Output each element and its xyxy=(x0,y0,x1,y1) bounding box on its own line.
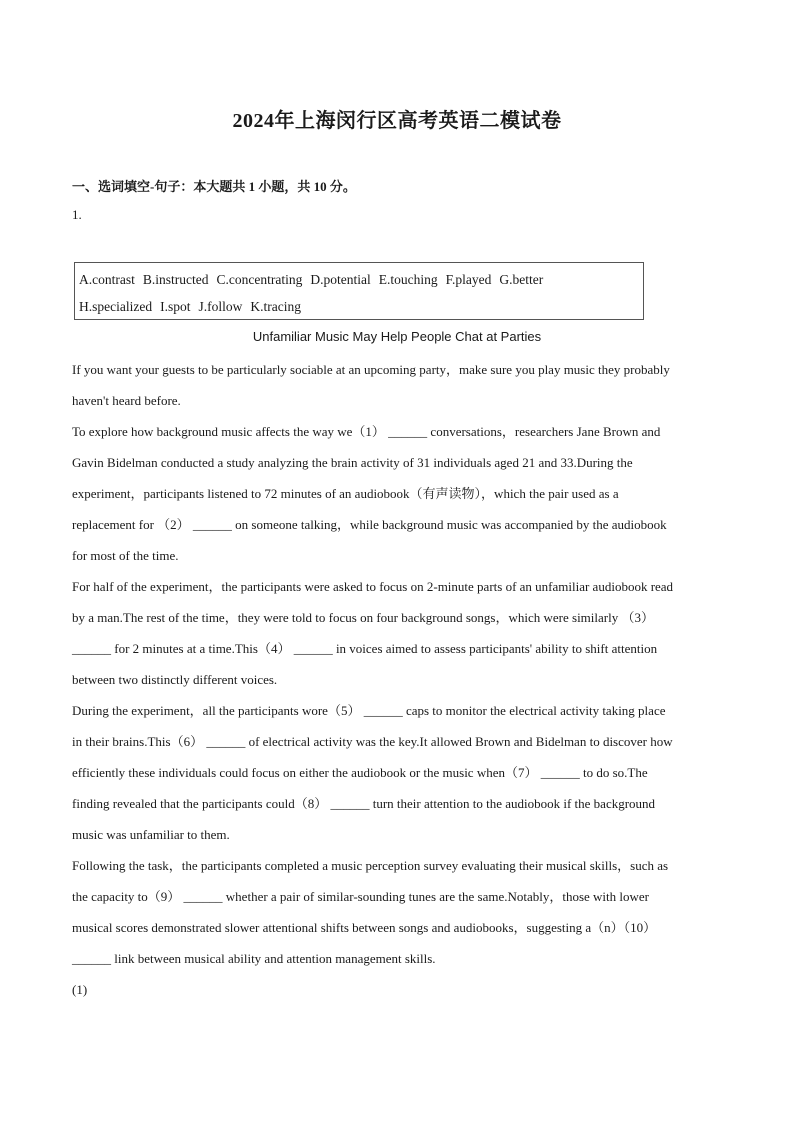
passage-line: music was unfamiliar to them. xyxy=(72,827,230,842)
passage-line: During the experiment，all the participants wore（5） ______ caps to monitor the electrical activity taking place xyxy=(72,703,666,718)
passage-line: by a man.The rest of the time，they were told to focus on four background songs，which were similarly （3） xyxy=(72,610,654,625)
page-title: 2024年上海闵行区高考英语二模试卷 xyxy=(232,110,562,132)
section-heading: 一、选词填空-句子：本大题共 1 小题，共 10 分。 xyxy=(72,179,356,194)
passage-line: ______ link between musical ability and attention management skills. xyxy=(72,951,436,966)
passage-line: ______ for 2 minutes at a time.This（4） ______ in voices aimed to assess participants' ability to shift attention xyxy=(72,641,658,656)
passage-body xyxy=(72,354,724,974)
word-option: I.spot xyxy=(160,299,191,314)
word-option: K.tracing xyxy=(250,299,301,314)
word-option: C.concentrating xyxy=(216,272,303,287)
passage-line: the capacity to（9） ______ whether a pair of similar-sounding tunes are the same.Notably，those with lower xyxy=(72,889,650,904)
passage-line: musical scores demonstrated slower attentional shifts between songs and audiobooks，suggesting a（n）（10） xyxy=(72,920,657,935)
word-bank-row-2 xyxy=(79,293,639,320)
passage-line: To explore how background music affects the way we（1） ______ conversations，researchers Jane Brown and xyxy=(72,424,661,439)
passage-line: in their brains.This（6） ______ of electrical activity was the key.It allowed Brown and Bidelman to discover how xyxy=(72,734,673,749)
answer-item-1: (1) xyxy=(72,982,88,997)
passage-line: replacement for （2） ______ on someone talking，while background music was accompanied by the audiobook xyxy=(72,517,667,532)
word-option: J.follow xyxy=(198,299,243,314)
word-bank-box xyxy=(74,262,644,320)
passage-line: For half of the experiment，the participants were asked to focus on 2-minute parts of an unfamiliar audiobook read xyxy=(72,579,674,594)
passage-line: Gavin Bidelman conducted a study analyzing the brain activity of 31 individuals aged 21 and 33.During the xyxy=(72,455,633,470)
passage-line: If you want your guests to be particularly sociable at an upcoming party，make sure you play music they probably xyxy=(72,362,670,377)
passage-line: finding revealed that the participants could（8） ______ turn their attention to the audiobook if the background xyxy=(72,796,656,811)
word-option: A.contrast xyxy=(79,272,135,287)
question-number: 1. xyxy=(72,207,82,222)
passage-line: Following the task，the participants completed a music perception survey evaluating their musical skills，such as xyxy=(72,858,669,873)
word-option: D.potential xyxy=(310,272,371,287)
passage-line: experiment，participants listened to 72 minutes of an audiobook（有声读物），which the pair used as a xyxy=(72,486,619,501)
word-option: G.better xyxy=(499,272,544,287)
word-option: H.specialized xyxy=(79,299,153,314)
passage-line: efficiently these individuals could focus on either the audiobook or the music when（7） ______ to do so.The xyxy=(72,765,648,780)
passage-line: for most of the time. xyxy=(72,548,179,563)
word-option: B.instructed xyxy=(142,272,209,287)
word-option: E.touching xyxy=(378,272,438,287)
passage-title: Unfamiliar Music May Help People Chat at Parties xyxy=(252,329,542,344)
passage-line: between two distinctly different voices. xyxy=(72,672,278,687)
word-bank-row-1 xyxy=(79,266,639,293)
passage-line: haven't heard before. xyxy=(72,393,181,408)
word-option: F.played xyxy=(445,272,492,287)
